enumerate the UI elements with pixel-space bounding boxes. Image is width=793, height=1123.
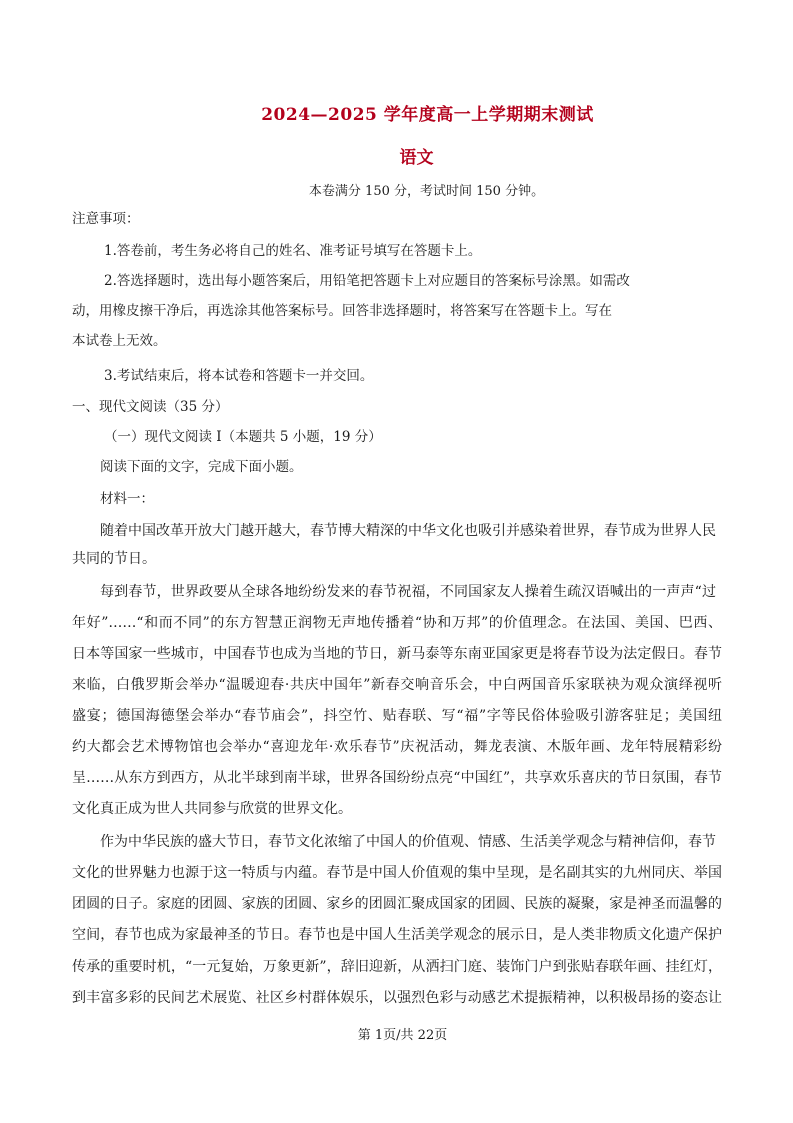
notes-item-2-line-1: 2.答选择题时，选出每小题答案后，用铅笔把答题卡上对应题目的答案标号涂黑。如需改 — [104, 273, 630, 289]
notes-item-2-line-2: 动，用橡皮擦干净后，再选涂其他答案标号。回答非选择题时，将答案写在答题卡上。写在 — [72, 303, 612, 319]
subject-title: 语文 — [399, 148, 434, 168]
material-label: 材料一： — [100, 491, 154, 507]
exam-title: 2024—2025 学年度高一上学期期末测试 — [261, 105, 594, 125]
notes-heading: 注意事项： — [72, 211, 140, 227]
passage-p3-line-2: 文化的世界魅力也源于这一特质与内蕴。春节是中国人价值观的集中呈现，是名副其实的九州同庆、举国 — [72, 865, 722, 881]
passage-p2-line-6: 约大都会艺术博物馆也会举办“喜迎龙年·欢乐春节”庆祝活动，舞龙表演、木版年画、龙年特展精彩纷 — [72, 739, 722, 755]
passage-p3-line-6: 到丰富多彩的民间艺术展览、社区乡村群体娱乐，以强烈色彩与动感艺术提振精神，以积极昂扬的姿态让 — [72, 990, 722, 1006]
exam-info: 本卷满分 150 分，考试时间 150 分钟。 — [308, 184, 545, 199]
passage-p3-line-1: 作为中华民族的盛大节日，春节文化浓缩了中国人的价值观、情感、生活美学观念与精神信仰，春节 — [100, 834, 716, 850]
section-instruction: 阅读下面的文字，完成下面小题。 — [100, 459, 303, 475]
notes-item-3: 3.考试结束后，将本试卷和答题卡一并交回。 — [104, 368, 374, 384]
passage-p1-line-2: 共同的节日。 — [72, 551, 156, 567]
passage-p1-line-1: 随着中国改革开放大门越开越大，春节博大精深的中华文化也吸引并感染着世界，春节成为世界人民 — [100, 523, 716, 539]
notes-item-2-line-3: 本试卷上无效。 — [72, 333, 167, 349]
passage-p2-line-5: 盛宴；德国海德堡会举办“春节庙会”，抖空竹、贴春联、写“福”字等民俗体验吸引游客驻足；美国纽 — [72, 708, 722, 724]
passage-p2-line-8: 文化真正成为世人共同参与欣赏的世界文化。 — [72, 801, 352, 817]
passage-p3-line-4: 空间，春节也成为家最神圣的节日。春节也是中国人生活美学观念的展示日，是人类非物质文化遗产保护 — [72, 927, 722, 943]
passage-p2-line-7: 呈……从东方到西方，从北半球到南半球，世界各国纷纷点亮“中国红”，共享欢乐喜庆的节日氛围，春节 — [72, 770, 722, 786]
passage-p3-line-5: 传承的重要时机，“一元复始，万象更新”，辞旧迎新，从洒扫门庭、装饰门户到张贴春联年画、挂红灯， — [72, 959, 722, 975]
passage-p3-line-3: 团圆的日子。家庭的团圆、家族的团圆、家乡的团圆汇聚成国家的团圆、民族的凝聚，家是神圣而温馨的 — [72, 896, 722, 912]
notes-item-1: 1.答卷前，考生务必将自己的姓名、准考证号填写在答题卡上。 — [104, 243, 482, 259]
passage-p2-line-2: 年好”……“和而不同”的东方智慧正润物无声地传播着“协和万邦”的价值理念。在法国、美国、巴西、 — [72, 615, 722, 631]
section-sub-heading: （一）现代文阅读 I（本题共 5 小题，19 分） — [104, 429, 382, 445]
passage-p2-line-1: 每到春节，世界政要从全球各地纷纷发来的春节祝福，不同国家友人操着生疏汉语喊出的一声声“过 — [100, 584, 716, 600]
page-footer: 第 1页/共 22页 — [357, 1028, 448, 1043]
passage-p2-line-3: 日本等国家一些城市，中国春节也成为当地的节日，新马泰等东南亚国家更是将春节设为法定假日。春节 — [72, 646, 722, 662]
section-heading: 一、现代文阅读（35 分） — [72, 399, 229, 415]
passage-p2-line-4: 来临，白俄罗斯会举办“温暖迎春·共庆中国年”新春交响音乐会，中白两国音乐家联袂为观众演绎视听 — [72, 677, 722, 693]
